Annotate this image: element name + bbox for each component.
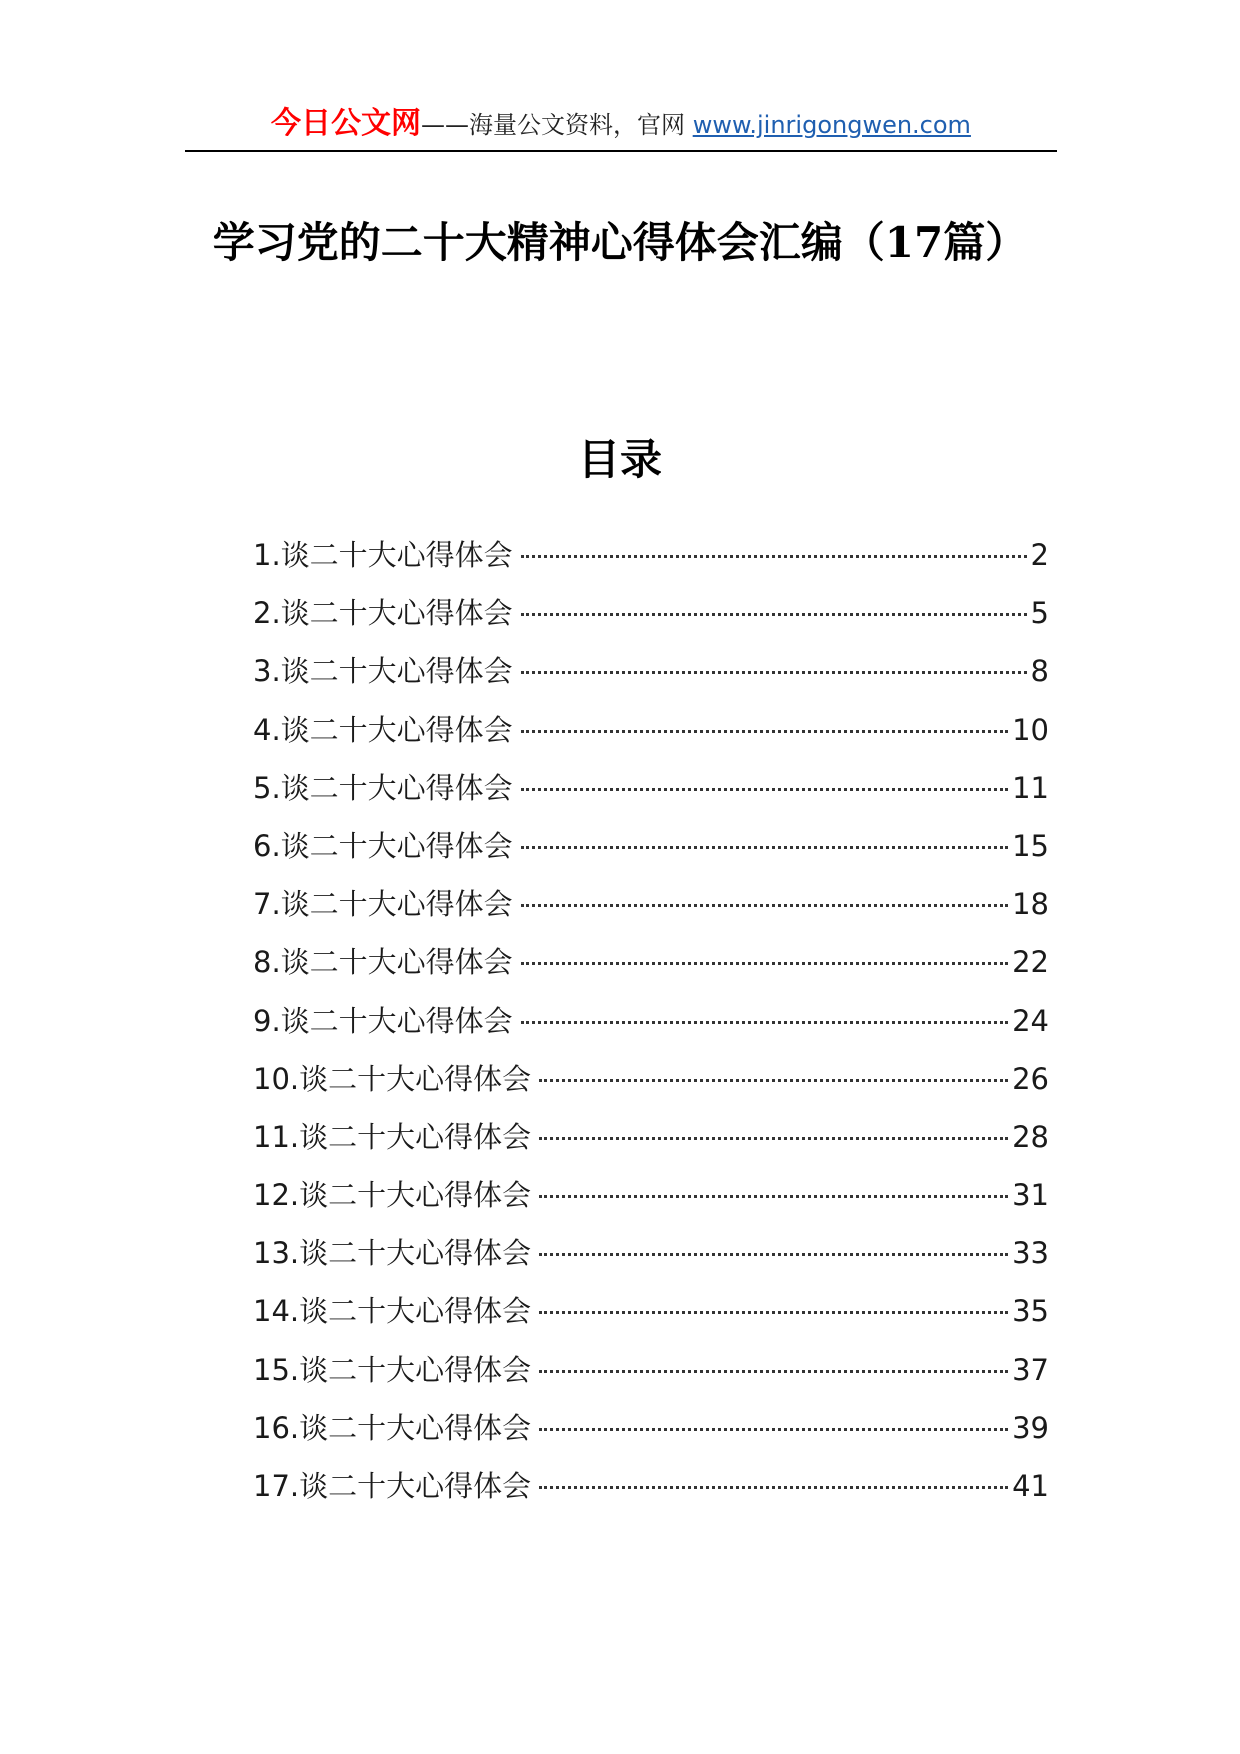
page-header bbox=[185, 104, 1057, 152]
toc-dot-leader bbox=[521, 904, 1008, 907]
toc-entry-page-number: 26 bbox=[1012, 1061, 1049, 1096]
header-tagline: ——海量公文资料，官网 bbox=[421, 111, 693, 139]
toc-dot-leader bbox=[539, 1311, 1008, 1314]
toc-entry-label: 16.谈二十大心得体会 bbox=[253, 1410, 532, 1445]
site-name: 今日公文网 bbox=[271, 106, 422, 141]
toc-dot-leader bbox=[539, 1370, 1008, 1373]
toc-entry-label: 8.谈二十大心得体会 bbox=[253, 945, 513, 980]
toc-entry[interactable] bbox=[253, 584, 1049, 642]
toc-dot-leader bbox=[521, 1021, 1008, 1024]
toc-dot-leader bbox=[539, 1137, 1008, 1140]
toc-entry[interactable] bbox=[253, 1050, 1049, 1108]
toc-entry-page-number: 33 bbox=[1012, 1236, 1049, 1271]
toc-entry[interactable] bbox=[253, 1341, 1049, 1399]
toc-entry[interactable] bbox=[253, 701, 1049, 759]
toc-dot-leader bbox=[521, 730, 1008, 733]
toc-entry[interactable] bbox=[253, 1399, 1049, 1457]
toc-dot-leader bbox=[521, 788, 1008, 791]
toc-entry[interactable] bbox=[253, 1224, 1049, 1282]
toc-entry-page-number: 41 bbox=[1012, 1469, 1049, 1503]
toc-dot-leader bbox=[521, 962, 1008, 965]
toc-entry-label: 11.谈二十大心得体会 bbox=[253, 1119, 532, 1154]
toc-entry-label: 4.谈二十大心得体会 bbox=[253, 712, 513, 747]
toc-dot-leader bbox=[539, 1428, 1008, 1431]
toc-entry[interactable] bbox=[253, 526, 1049, 584]
toc-entry-label: 15.谈二十大心得体会 bbox=[253, 1352, 532, 1387]
toc-entry-page-number: 28 bbox=[1012, 1119, 1049, 1154]
toc-heading: 目录 bbox=[577, 435, 662, 484]
site-url-link[interactable]: www.jinrigongwen.com bbox=[692, 111, 971, 139]
toc-dot-leader bbox=[539, 1253, 1008, 1256]
toc-entry-page-number: 24 bbox=[1012, 1003, 1049, 1038]
toc-entry-page-number: 31 bbox=[1012, 1178, 1049, 1213]
toc-entry[interactable] bbox=[253, 642, 1049, 700]
toc-entry-label: 12.谈二十大心得体会 bbox=[253, 1178, 532, 1213]
toc-entry[interactable] bbox=[253, 875, 1049, 933]
toc-entry[interactable] bbox=[253, 759, 1049, 817]
toc-entry-page-number: 35 bbox=[1012, 1294, 1049, 1329]
toc-entry-label: 2.谈二十大心得体会 bbox=[253, 596, 513, 631]
toc-entry[interactable] bbox=[253, 817, 1049, 875]
toc-entry[interactable] bbox=[253, 1457, 1049, 1515]
toc-entry-page-number: 8 bbox=[1030, 654, 1049, 689]
toc-entry-page-number: 2 bbox=[1030, 538, 1049, 572]
toc-entry-label: 14.谈二十大心得体会 bbox=[253, 1294, 532, 1329]
toc-entry-label: 3.谈二十大心得体会 bbox=[253, 654, 513, 689]
toc-entry-label: 13.谈二十大心得体会 bbox=[253, 1236, 532, 1271]
toc-entry[interactable] bbox=[253, 1108, 1049, 1166]
toc-entry-label: 7.谈二十大心得体会 bbox=[253, 887, 513, 922]
toc-entry[interactable] bbox=[253, 1282, 1049, 1340]
toc-entry-page-number: 5 bbox=[1030, 596, 1049, 631]
toc-dot-leader bbox=[521, 555, 1027, 558]
toc-entry-page-number: 11 bbox=[1012, 770, 1049, 805]
toc-entry-page-number: 15 bbox=[1012, 828, 1049, 863]
toc-entry-label: 10.谈二十大心得体会 bbox=[253, 1061, 532, 1096]
toc-dot-leader bbox=[521, 846, 1008, 849]
toc-dot-leader bbox=[521, 671, 1027, 674]
toc-dot-leader bbox=[539, 1079, 1008, 1082]
toc-entry-page-number: 18 bbox=[1012, 887, 1049, 922]
document-title: 学习党的二十大精神心得体会汇编（17篇） bbox=[212, 218, 1028, 267]
toc-entry-label: 1.谈二十大心得体会 bbox=[253, 538, 513, 572]
toc-entry-page-number: 10 bbox=[1012, 712, 1049, 747]
toc-entry-label: 5.谈二十大心得体会 bbox=[253, 770, 513, 805]
toc-dot-leader bbox=[521, 613, 1027, 616]
toc-entry[interactable] bbox=[253, 1166, 1049, 1224]
toc-entry-label: 6.谈二十大心得体会 bbox=[253, 828, 513, 863]
toc-entry-page-number: 22 bbox=[1012, 945, 1049, 980]
toc-dot-leader bbox=[539, 1195, 1008, 1198]
toc-entry-page-number: 37 bbox=[1012, 1352, 1049, 1387]
toc-entry-label: 17.谈二十大心得体会 bbox=[253, 1469, 532, 1503]
toc-dot-leader bbox=[539, 1486, 1008, 1489]
toc-entry-page-number: 39 bbox=[1012, 1410, 1049, 1445]
table-of-contents bbox=[253, 526, 1049, 1515]
toc-entry-label: 9.谈二十大心得体会 bbox=[253, 1003, 513, 1038]
toc-entry[interactable] bbox=[253, 933, 1049, 991]
header-line bbox=[271, 104, 971, 145]
toc-entry[interactable] bbox=[253, 992, 1049, 1050]
